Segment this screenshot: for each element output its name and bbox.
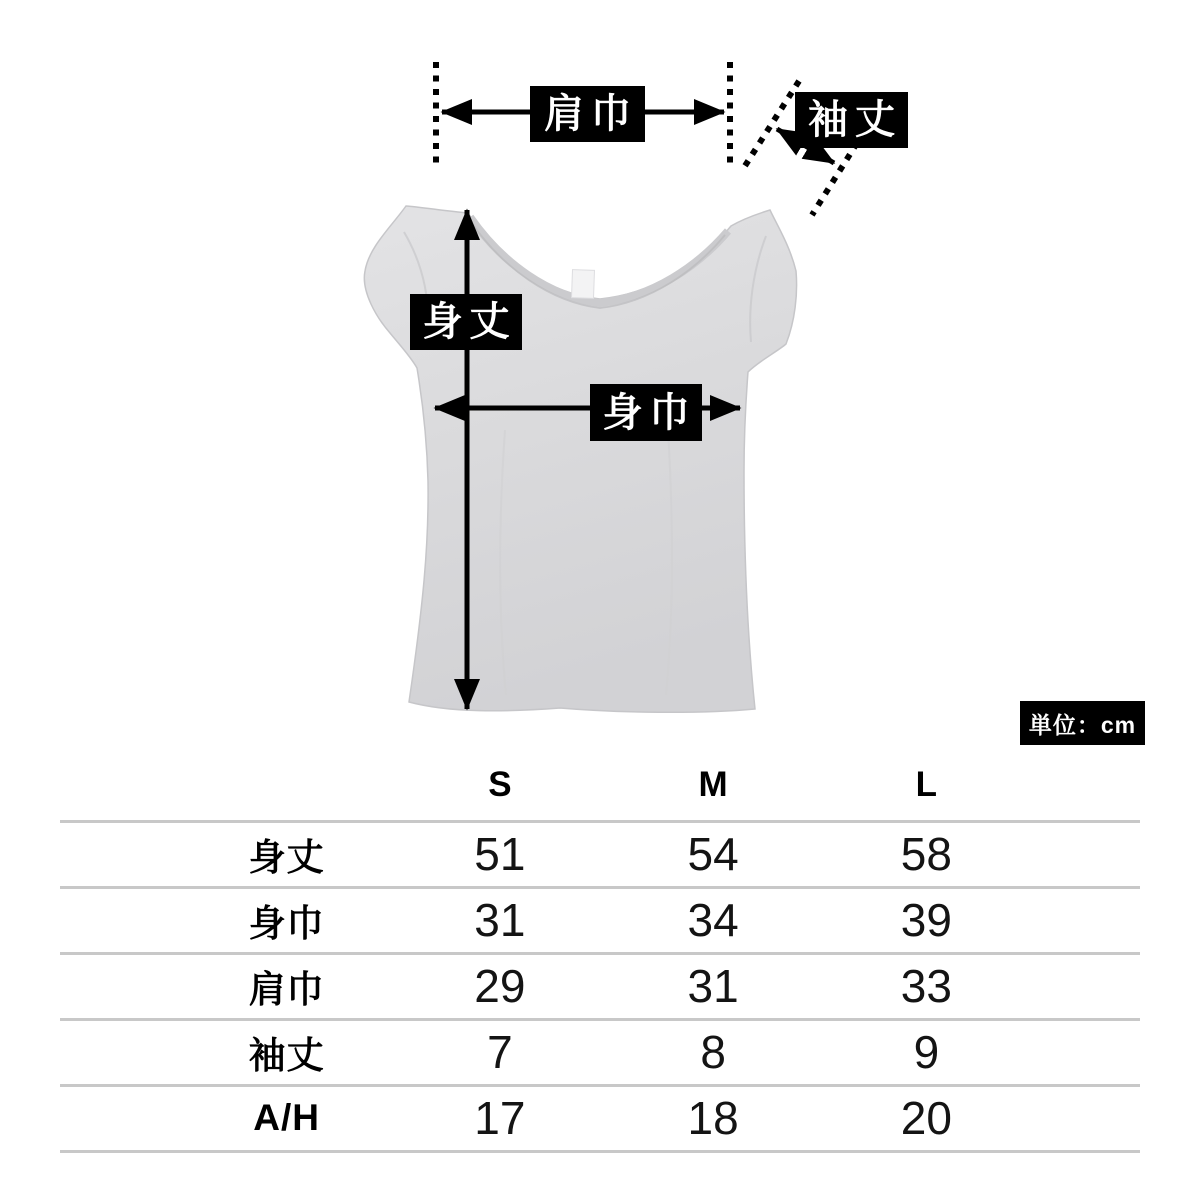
cell-value: 34 bbox=[687, 893, 739, 946]
cell-value: 8 bbox=[700, 1025, 726, 1078]
cell-value: 58 bbox=[900, 827, 952, 880]
size-table-header bbox=[180, 752, 1033, 818]
tshirt-illustration bbox=[364, 206, 796, 712]
row-label: 袖丈 bbox=[248, 1034, 325, 1076]
table-row-body-length bbox=[180, 822, 1033, 885]
body-length-label: 身丈 bbox=[410, 294, 522, 350]
cell-value: 20 bbox=[900, 1091, 952, 1144]
cell-value: 9 bbox=[913, 1025, 940, 1078]
row-label: A/H bbox=[253, 1096, 320, 1138]
unit-label: 単位：cm bbox=[1020, 701, 1145, 745]
cell-value: 29 bbox=[474, 959, 526, 1012]
table-row-body-width bbox=[180, 888, 1033, 951]
column-header-s: S bbox=[488, 765, 512, 804]
cell-value: 54 bbox=[687, 827, 739, 880]
cell-value: 31 bbox=[474, 893, 526, 946]
column-header-l: L bbox=[915, 765, 938, 804]
row-label: 身丈 bbox=[248, 836, 325, 878]
cell-value: 17 bbox=[474, 1091, 526, 1144]
cell-value: 39 bbox=[900, 893, 952, 946]
sleeve-length-label: 袖丈 bbox=[795, 92, 908, 148]
table-row-sleeve-length bbox=[180, 1020, 1033, 1083]
column-header-m: M bbox=[698, 765, 728, 804]
row-label: 肩巾 bbox=[248, 968, 325, 1010]
row-label: 身巾 bbox=[248, 902, 325, 944]
cell-value: 18 bbox=[687, 1091, 739, 1144]
cell-value: 33 bbox=[900, 959, 952, 1012]
neck-tag bbox=[572, 270, 595, 299]
cell-value: 7 bbox=[487, 1025, 513, 1078]
cell-value: 51 bbox=[474, 827, 526, 880]
cell-value: 31 bbox=[687, 959, 739, 1012]
shoulder-width-label: 肩巾 bbox=[530, 86, 645, 142]
table-row-armhole bbox=[180, 1086, 1033, 1149]
table-row-shoulder-width bbox=[180, 954, 1033, 1017]
body-width-label: 身巾 bbox=[590, 384, 702, 441]
sleeve-guide-line-upper bbox=[743, 81, 799, 169]
table-divider bbox=[60, 1150, 1140, 1153]
